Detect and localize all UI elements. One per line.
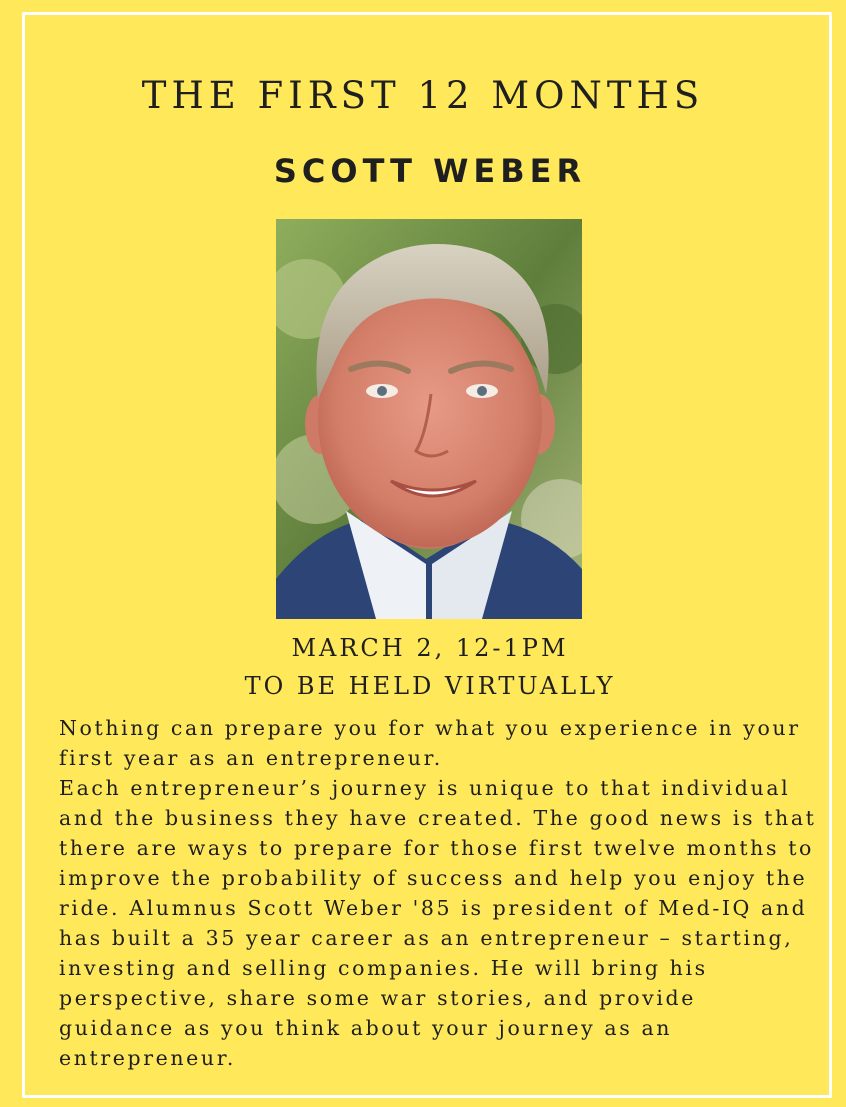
description-paragraph: Nothing can prepare you for what you experience in your first year as an entrepreneur. [59, 716, 801, 770]
event-venue: TO BE HELD VIRTUALLY [244, 672, 616, 700]
speaker-name: SCOTT WEBER [273, 152, 587, 190]
event-title: THE FIRST 12 MONTHS [141, 74, 705, 117]
event-date-time: MARCH 2, 12-1PM [291, 634, 569, 662]
description-paragraph: Each entrepreneur’s journey is unique to that individual and the business they have created. The good news is that there are ways to prepare for those first twelve months to improve the probability of success and help you enjoy the ride. Alumnus Scott Weber '85 is president of Med-IQ and has built a 35 year career as an entrepreneur – starting, investing and selling companies. He will bring his perspective, share some war stories, and provide guidance as you think about your journey as an entrepreneur. [59, 776, 817, 1070]
event-description [59, 713, 819, 1073]
speaker-portrait [276, 219, 582, 619]
